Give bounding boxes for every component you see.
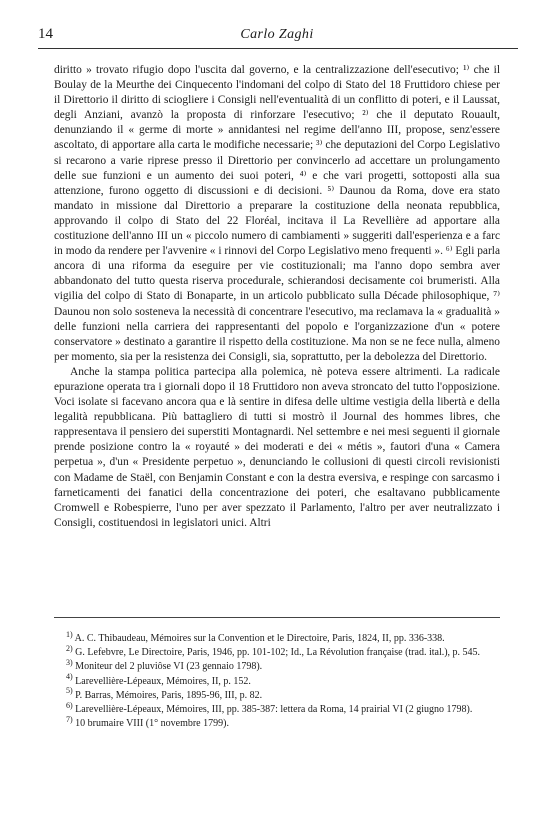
footnote-1 (56, 629, 500, 646)
footnote-text: A. C. Thibaudeau, Mémoires sur la Convention et le Directoire, Paris, 1824, II, pp. 336-338. (74, 633, 445, 644)
footnote-number: 3) (66, 658, 73, 668)
page-number: 14 (38, 26, 53, 42)
footnote-6 (56, 700, 500, 717)
running-head: Carlo Zaghi (240, 27, 314, 42)
footnote-number: 5) (66, 686, 73, 696)
footnote-rule (54, 617, 500, 618)
footnote-7 (56, 714, 500, 731)
footnote-3 (56, 660, 500, 674)
footnote-number: 7) (66, 714, 73, 724)
footnote-4 (56, 672, 500, 689)
footnote-number: 6) (66, 700, 73, 710)
footnote-text: Larevellière-Lépeaux, Mémoires, III, pp. 385-387: lettera da Roma, 14 prairial VI (2 giugno 1798). (75, 704, 473, 716)
footnotes (56, 629, 500, 731)
footnote-number: 2) (66, 643, 73, 653)
footnote-text: Larevellière-Lépeaux, Mémoires, II, p. 152. (75, 675, 251, 687)
paragraph-1: diritto » trovato rifugio dopo l'uscita dal governo, e la centralizzazione dell'esecutivo; ¹⁾ che il Boulay de la Meurthe dei Cinquecento l'indomani del colpo di Stato del 18 Fruttidoro chiese per il Direttorio il diritto di sciogliere i Consigli nell'eventualità di un conflitto di poteri, e il Laussat, degli Anziani, avanzò la proposta di rinforzare l'esecutivo; ²⁾ che il deputato Rouault, denunziando il « germe di morte » annidantesi nel regime dell'anno III, propose, senz'essere ascoltato, di apportare alla carta le modifiche necessarie; ³⁾ che deputazioni del Corpo Legislativo si recarono a varie riprese presso il Direttorio per convincerlo ad accettare un prolungamento delle sue funzioni e un aumento dei suoi poteri, ⁴⁾ e che vari progetti, sottoposti alla sua attenzione, furono oggetto di discussioni e di decisioni. ⁵⁾ Daunou da Roma, dove era stato mandato in missione dal Direttorio a preparare la costituzione della neonata repubblica, approvando il colpo di Stato del 22 Floréal, incitava il La Revellière ad apportare alla costituzione dell'anno III un « piccolo numero di cambiamenti » suggeriti dall'esperienza e a farc in modo da rendere per l'avvenire « i rinnovi del Corpo Legislativo meno frequenti ». ⁶⁾ Egli parla ancora di una riforma da eseguire per vie costituzionali; ma l'anno dopo sembra aver abbandonato del tutto questa riserva procedurale, schierandosi decisamente coi brumeristi. Alla vigilia del colpo di Stato di Bonaparte, in un articolo pubblicato sulla Décade philosophique, ⁷⁾ Daunou non solo sosteneva la necessità di concentrare l'esecutivo, ma reclamava la « gradualità » delle funzioni nella carriera dei rappresentanti del popolo e l'organizzazione d'un « potere conservatore » destinato a garantire il rispetto della costituzione. Ma non se ne fece nulla, almeno per momento, sia per la resistenza dei Consigli, sia, soprattutto, per la debolezza del Direttorio. (54, 64, 500, 363)
footnote-2 (56, 643, 500, 660)
footnote-text: 10 brumaire VIII (1° novembre 1799). (75, 718, 229, 730)
footnote-5 (56, 686, 500, 703)
footnote-text: Moniteur del 2 pluviôse VI (23 gennaio 1798). (75, 661, 263, 673)
header-rule (38, 48, 518, 49)
footnote-text: G. Lefebvre, Le Directoire, Paris, 1946, pp. 101-102; Id., La Révolution française (trad. ital.), p. 545. (75, 647, 481, 659)
footnote-number: 4) (66, 672, 73, 682)
footnote-text: P. Barras, Mémoires, Paris, 1895-96, III, p. 82. (75, 689, 263, 701)
footnote-number: 1) (66, 629, 73, 639)
paragraph-2: Anche la stampa politica partecipa alla polemica, nè poteva essere altrimenti. La radicale epurazione operata tra i giornali dopo il 18 Fruttidoro non aveva stroncato del tutto l'opposizione. Voci isolate si facevano ancora qua e là sentire in difesa delle ultime vestigia della libertà e della legalità repubblicana. Più battagliero di tutti si mostrò il Journal des hommes libres, che rappresentava il pensiero dei superstiti Montagnardi. Nel settembre e nei mesi seguenti il giornale prende posizione contro la « royauté » dei moderati e dei « métis », fautori d'una « Camera perpetua », d'un « Presidente perpetuo », denunciando le collusioni di questi circoli revisionisti con Madame de Staël, con Benjamin Constant e con la destra eversiva, e respinge con sarcasmo i farneticamenti dei fanatici della concentrazione dei poteri, che esaltavano pubblicamente Cromwell e Robespierre, l'uno per aver spezzato il Parlamento, l'altro per aver neutralizzato i Consigli, costituendosi in legislatori unici. Altri (54, 365, 500, 529)
page-header (38, 26, 516, 42)
main-text (54, 63, 500, 531)
